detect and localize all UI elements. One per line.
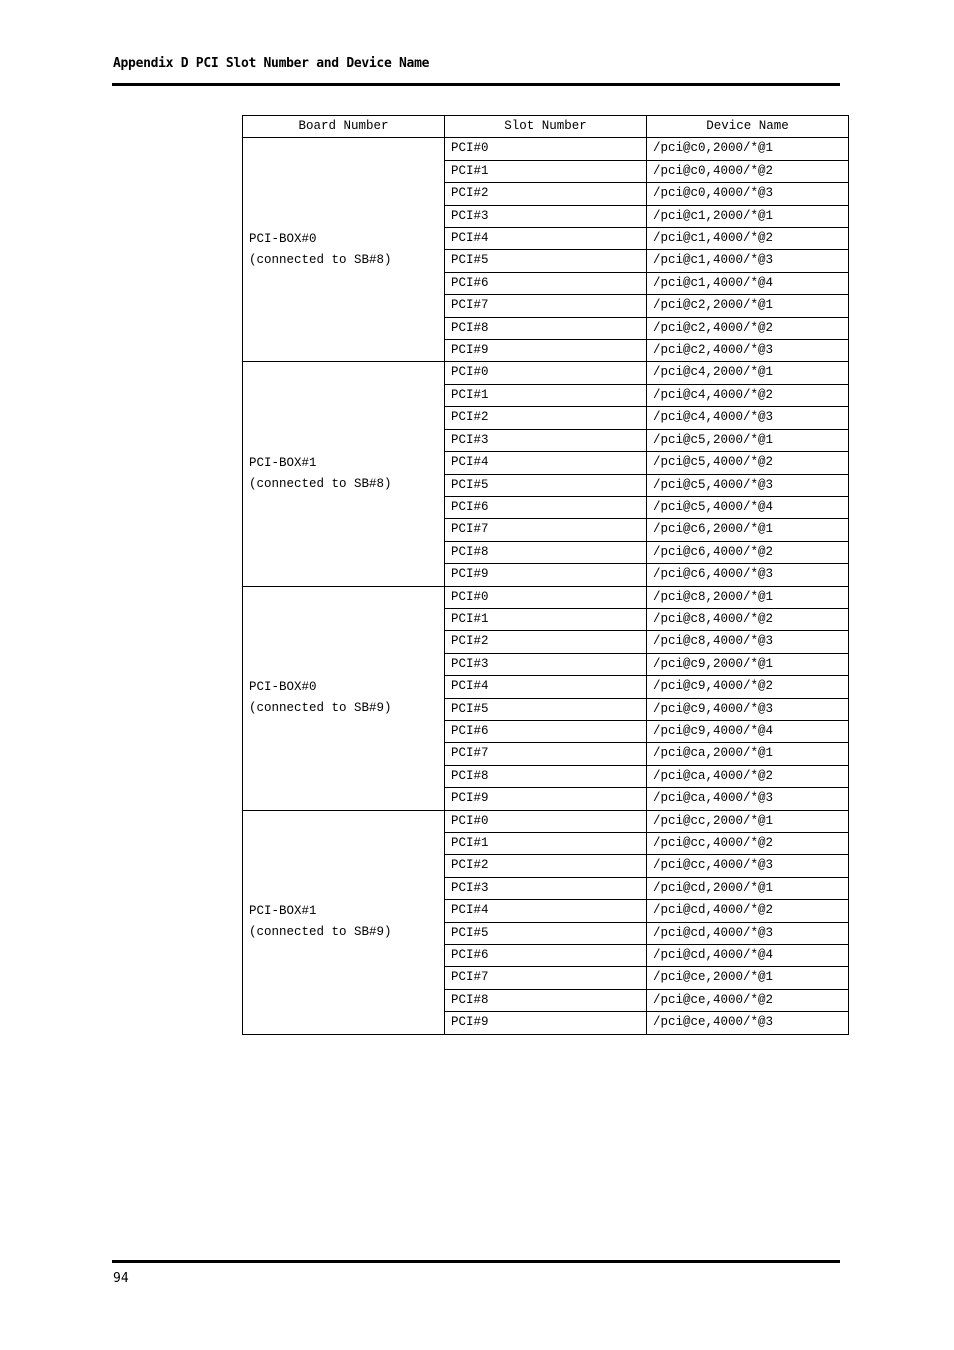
- slot-number-cell: PCI#8: [445, 989, 647, 1011]
- slot-number-cell: PCI#3: [445, 877, 647, 899]
- slot-number-cell: PCI#5: [445, 250, 647, 272]
- slot-number-cell: PCI#8: [445, 317, 647, 339]
- device-name-cell: /pci@c5,4000/*@4: [647, 496, 849, 518]
- device-name-cell: /pci@cd,4000/*@4: [647, 945, 849, 967]
- device-name-cell: /pci@cd,2000/*@1: [647, 877, 849, 899]
- device-name-cell: /pci@ca,4000/*@2: [647, 765, 849, 787]
- table-header-row: [243, 116, 849, 138]
- device-name-cell: /pci@c1,4000/*@2: [647, 228, 849, 250]
- pci-device-table: [242, 115, 849, 1035]
- slot-number-cell: PCI#2: [445, 631, 647, 653]
- board-number-cell: [243, 586, 445, 810]
- device-name-cell: /pci@cd,4000/*@2: [647, 900, 849, 922]
- slot-number-cell: PCI#4: [445, 228, 647, 250]
- table-row: [243, 586, 849, 608]
- slot-number-cell: PCI#3: [445, 653, 647, 675]
- slot-number-cell: PCI#7: [445, 519, 647, 541]
- slot-number-cell: PCI#4: [445, 900, 647, 922]
- slot-number-cell: PCI#7: [445, 295, 647, 317]
- slot-number-cell: PCI#9: [445, 788, 647, 810]
- device-name-cell: /pci@ca,4000/*@3: [647, 788, 849, 810]
- board-connection: (connected to SB#8): [249, 252, 392, 267]
- board-number-cell: [243, 138, 445, 362]
- device-name-cell: /pci@c5,4000/*@3: [647, 474, 849, 496]
- slot-number-cell: PCI#0: [445, 586, 647, 608]
- column-header-board-number: Board Number: [243, 116, 445, 138]
- slot-number-cell: PCI#1: [445, 384, 647, 406]
- device-name-cell: /pci@ca,2000/*@1: [647, 743, 849, 765]
- device-name-cell: /pci@c1,2000/*@1: [647, 205, 849, 227]
- page-header-title: Appendix D PCI Slot Number and Device Name: [113, 56, 430, 71]
- device-name-cell: /pci@cd,4000/*@3: [647, 922, 849, 944]
- slot-number-cell: PCI#0: [445, 362, 647, 384]
- board-name: PCI-BOX#1: [249, 455, 317, 470]
- device-name-cell: /pci@cc,4000/*@2: [647, 833, 849, 855]
- slot-number-cell: PCI#6: [445, 496, 647, 518]
- device-name-cell: /pci@c9,4000/*@3: [647, 698, 849, 720]
- slot-number-cell: PCI#7: [445, 743, 647, 765]
- device-name-cell: /pci@c1,4000/*@4: [647, 272, 849, 294]
- slot-number-cell: PCI#8: [445, 541, 647, 563]
- device-name-cell: /pci@c0,2000/*@1: [647, 138, 849, 160]
- slot-number-cell: PCI#4: [445, 452, 647, 474]
- slot-number-cell: PCI#3: [445, 429, 647, 451]
- device-name-cell: /pci@ce,2000/*@1: [647, 967, 849, 989]
- header-rule: [112, 83, 840, 86]
- device-name-cell: /pci@c2,2000/*@1: [647, 295, 849, 317]
- device-name-cell: /pci@c8,4000/*@2: [647, 608, 849, 630]
- slot-number-cell: PCI#6: [445, 720, 647, 742]
- device-name-cell: /pci@c4,2000/*@1: [647, 362, 849, 384]
- slot-number-cell: PCI#6: [445, 272, 647, 294]
- slot-number-cell: PCI#8: [445, 765, 647, 787]
- table-row: [243, 810, 849, 832]
- device-name-cell: /pci@c2,4000/*@2: [647, 317, 849, 339]
- slot-number-cell: PCI#5: [445, 922, 647, 944]
- slot-number-cell: PCI#2: [445, 855, 647, 877]
- device-name-cell: /pci@c6,4000/*@3: [647, 564, 849, 586]
- device-name-cell: /pci@c4,4000/*@2: [647, 384, 849, 406]
- slot-number-cell: PCI#9: [445, 1012, 647, 1034]
- slot-number-cell: PCI#6: [445, 945, 647, 967]
- device-name-cell: /pci@c9,2000/*@1: [647, 653, 849, 675]
- device-name-cell: /pci@c8,2000/*@1: [647, 586, 849, 608]
- slot-number-cell: PCI#1: [445, 160, 647, 182]
- board-connection: (connected to SB#9): [249, 925, 392, 940]
- board-name: PCI-BOX#0: [249, 231, 317, 246]
- column-header-device-name: Device Name: [647, 116, 849, 138]
- board-connection: (connected to SB#8): [249, 477, 392, 491]
- slot-number-cell: PCI#0: [445, 138, 647, 160]
- device-name-cell: /pci@c1,4000/*@3: [647, 250, 849, 272]
- device-name-cell: /pci@cc,2000/*@1: [647, 810, 849, 832]
- slot-number-cell: PCI#2: [445, 407, 647, 429]
- device-name-cell: /pci@cc,4000/*@3: [647, 855, 849, 877]
- slot-number-cell: PCI#1: [445, 833, 647, 855]
- board-number-cell: [243, 362, 445, 586]
- board-number-cell: [243, 810, 445, 1034]
- slot-number-cell: PCI#9: [445, 340, 647, 362]
- slot-number-cell: PCI#9: [445, 564, 647, 586]
- device-name-cell: /pci@ce,4000/*@3: [647, 1012, 849, 1034]
- slot-number-cell: PCI#2: [445, 183, 647, 205]
- table-row: [243, 138, 849, 160]
- slot-number-cell: PCI#5: [445, 474, 647, 496]
- device-name-cell: /pci@c0,4000/*@3: [647, 183, 849, 205]
- device-name-cell: /pci@c9,4000/*@2: [647, 676, 849, 698]
- device-name-cell: /pci@c6,4000/*@2: [647, 541, 849, 563]
- slot-number-cell: PCI#7: [445, 967, 647, 989]
- footer-rule: [112, 1260, 840, 1263]
- slot-number-cell: PCI#0: [445, 810, 647, 832]
- slot-number-cell: PCI#3: [445, 205, 647, 227]
- device-name-cell: /pci@c6,2000/*@1: [647, 519, 849, 541]
- slot-number-cell: PCI#1: [445, 608, 647, 630]
- device-name-cell: /pci@c5,4000/*@2: [647, 452, 849, 474]
- device-name-cell: /pci@c2,4000/*@3: [647, 340, 849, 362]
- table-row: [243, 362, 849, 384]
- device-name-cell: /pci@c5,2000/*@1: [647, 429, 849, 451]
- slot-number-cell: PCI#5: [445, 698, 647, 720]
- slot-number-cell: PCI#4: [445, 676, 647, 698]
- device-name-cell: /pci@c4,4000/*@3: [647, 407, 849, 429]
- page-number: 94: [113, 1271, 129, 1286]
- device-name-cell: /pci@c8,4000/*@3: [647, 631, 849, 653]
- board-connection: (connected to SB#9): [249, 701, 392, 716]
- column-header-slot-number: Slot Number: [445, 116, 647, 138]
- device-name-cell: /pci@c9,4000/*@4: [647, 720, 849, 742]
- device-name-cell: /pci@c0,4000/*@2: [647, 160, 849, 182]
- board-name: PCI-BOX#1: [249, 903, 317, 918]
- board-name: PCI-BOX#0: [249, 679, 317, 694]
- device-name-cell: /pci@ce,4000/*@2: [647, 989, 849, 1011]
